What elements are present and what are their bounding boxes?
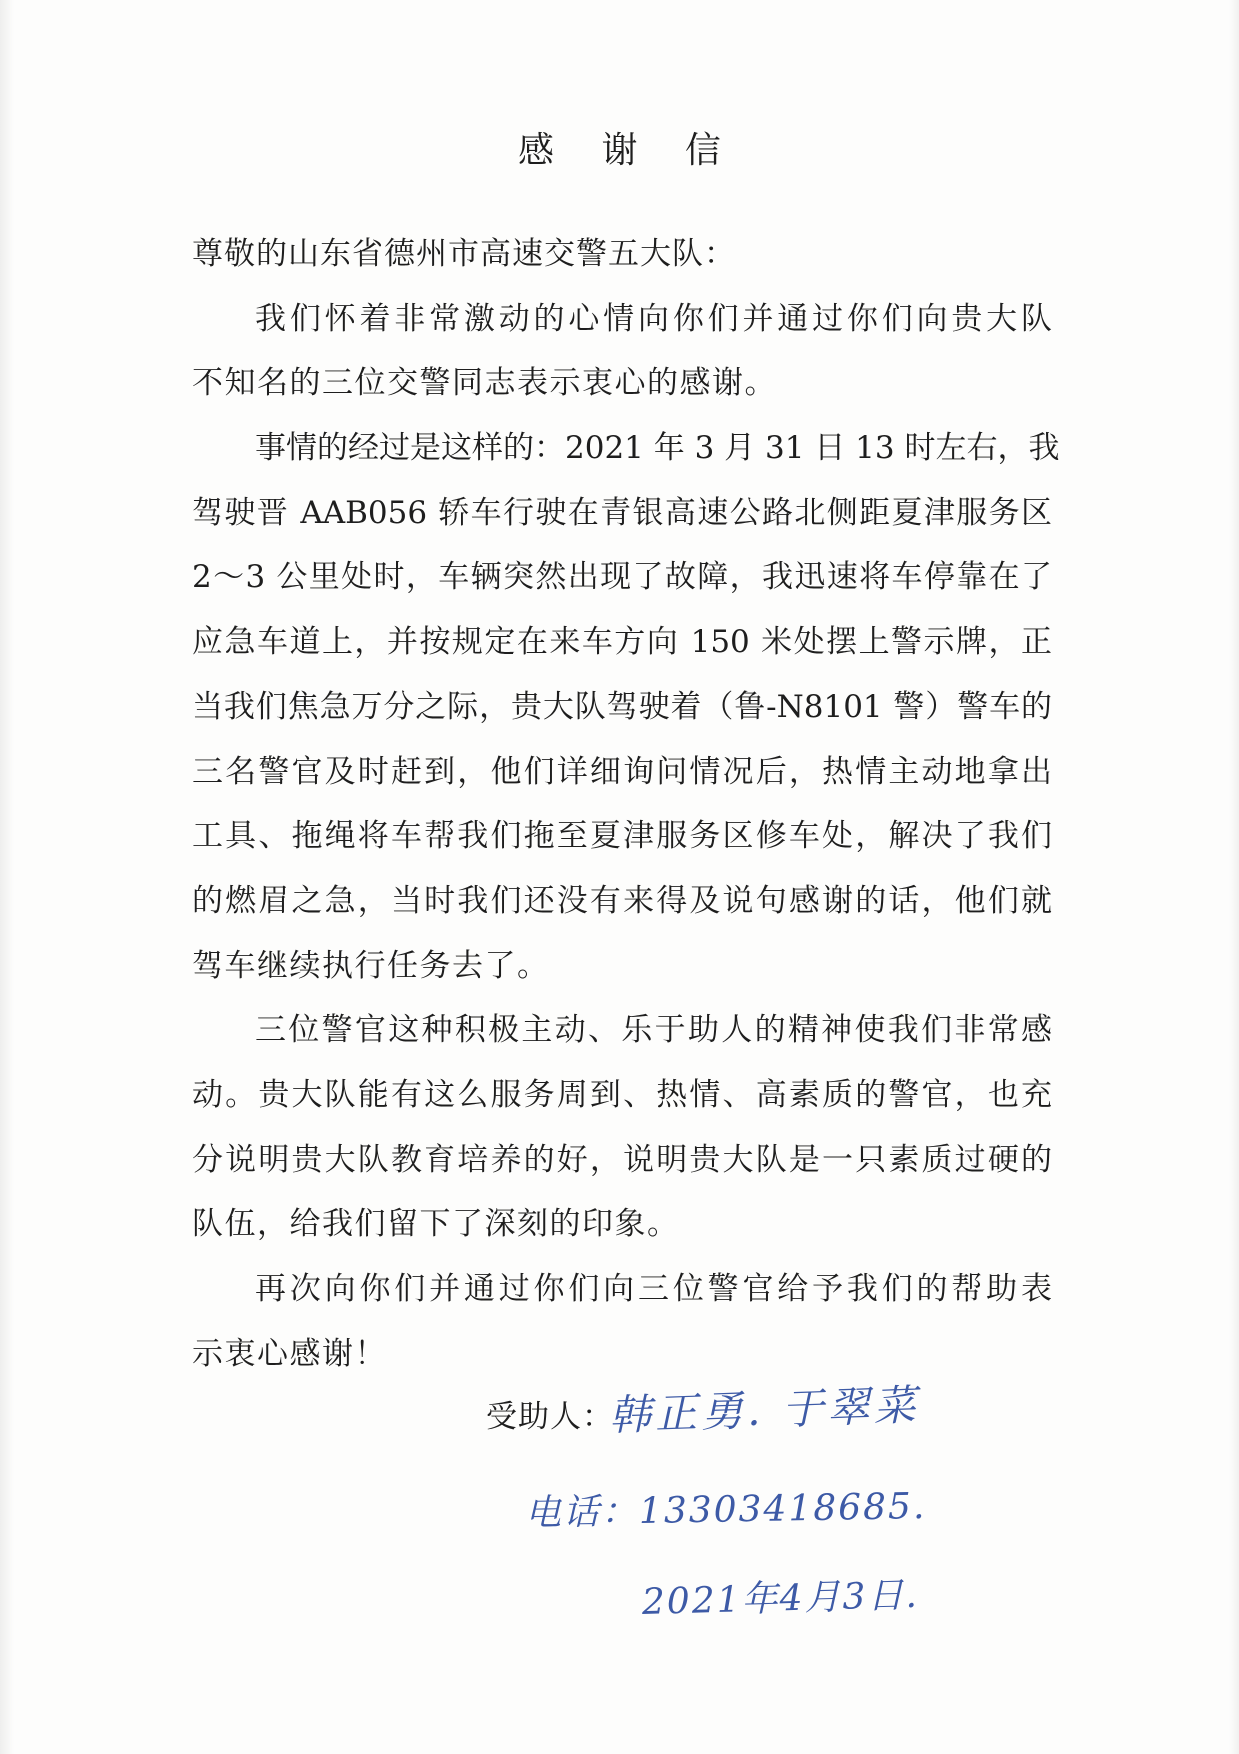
text-line: 我们怀着非常激动的心情向你们并通过你们向贵大队 bbox=[255, 300, 1052, 337]
handwritten-date: 2021年4月3日. bbox=[641, 1574, 920, 1623]
handwritten-phone: 电话：13303418685. bbox=[524, 1485, 927, 1534]
signature-label: 受助人： bbox=[486, 1399, 614, 1435]
text-line: 动。贵大队能有这么服务周到、热情、高素质的警官，也充 bbox=[192, 1076, 1052, 1113]
text-line: 驾车继续执行任务去了。 bbox=[192, 947, 550, 984]
paper-fold-shadow-left bbox=[0, 0, 14, 1754]
paragraph-3 bbox=[192, 998, 1052, 1257]
paper-fold-shadow-right bbox=[1229, 0, 1239, 1754]
paragraph-1 bbox=[192, 287, 1052, 416]
paragraph-2 bbox=[192, 416, 1060, 998]
text-line: 的燃眉之急，当时我们还没有来得及说句感谢的话，他们就 bbox=[192, 882, 1052, 919]
text-line: 工具、拖绳将车帮我们拖至夏津服务区修车处，解决了我们 bbox=[192, 818, 1052, 855]
salutation: 尊敬的山东省德州市高速交警五大队： bbox=[192, 236, 736, 272]
text-line: 当我们焦急万分之际，贵大队驾驶着（鲁-N8101 警）警车的 bbox=[192, 688, 1052, 725]
text-line: 分说明贵大队教育培养的好，说明贵大队是一只素质过硬的 bbox=[192, 1141, 1052, 1178]
letter-body bbox=[192, 222, 1060, 1386]
letter-title: 感 谢 信 bbox=[518, 130, 735, 171]
text-line: 应急车道上，并按规定在来车方向 150 米处摆上警示牌，正 bbox=[192, 624, 1052, 661]
text-line: 再次向你们并通过你们向三位警官给予我们的帮助表 bbox=[255, 1271, 1052, 1307]
handwritten-signature: 韩正勇. 于翠菜 bbox=[608, 1380, 921, 1440]
text-line: 三名警官及时赶到，他们详细询问情况后，热情主动地拿出 bbox=[192, 753, 1052, 790]
text-line: 示衷心感谢！ bbox=[192, 1335, 387, 1372]
text-line: 三位警官这种积极主动、乐于助人的精神使我们非常感 bbox=[255, 1012, 1052, 1049]
paragraph-4 bbox=[192, 1257, 1052, 1386]
text-line: 不知名的三位交警同志表示衷心的感谢。 bbox=[192, 365, 777, 402]
text-line: 2～3 公里处时，车辆突然出现了故障，我迅速将车停靠在了 bbox=[192, 559, 1052, 596]
text-line: 事情的经过是这样的：2021 年 3 月 31 日 13 时左右，我 bbox=[255, 430, 1060, 467]
text-line: 驾驶晋 AAB056 轿车行驶在青银高速公路北侧距夏津服务区 bbox=[192, 494, 1052, 531]
text-line: 队伍，给我们留下了深刻的印象。 bbox=[192, 1206, 680, 1243]
